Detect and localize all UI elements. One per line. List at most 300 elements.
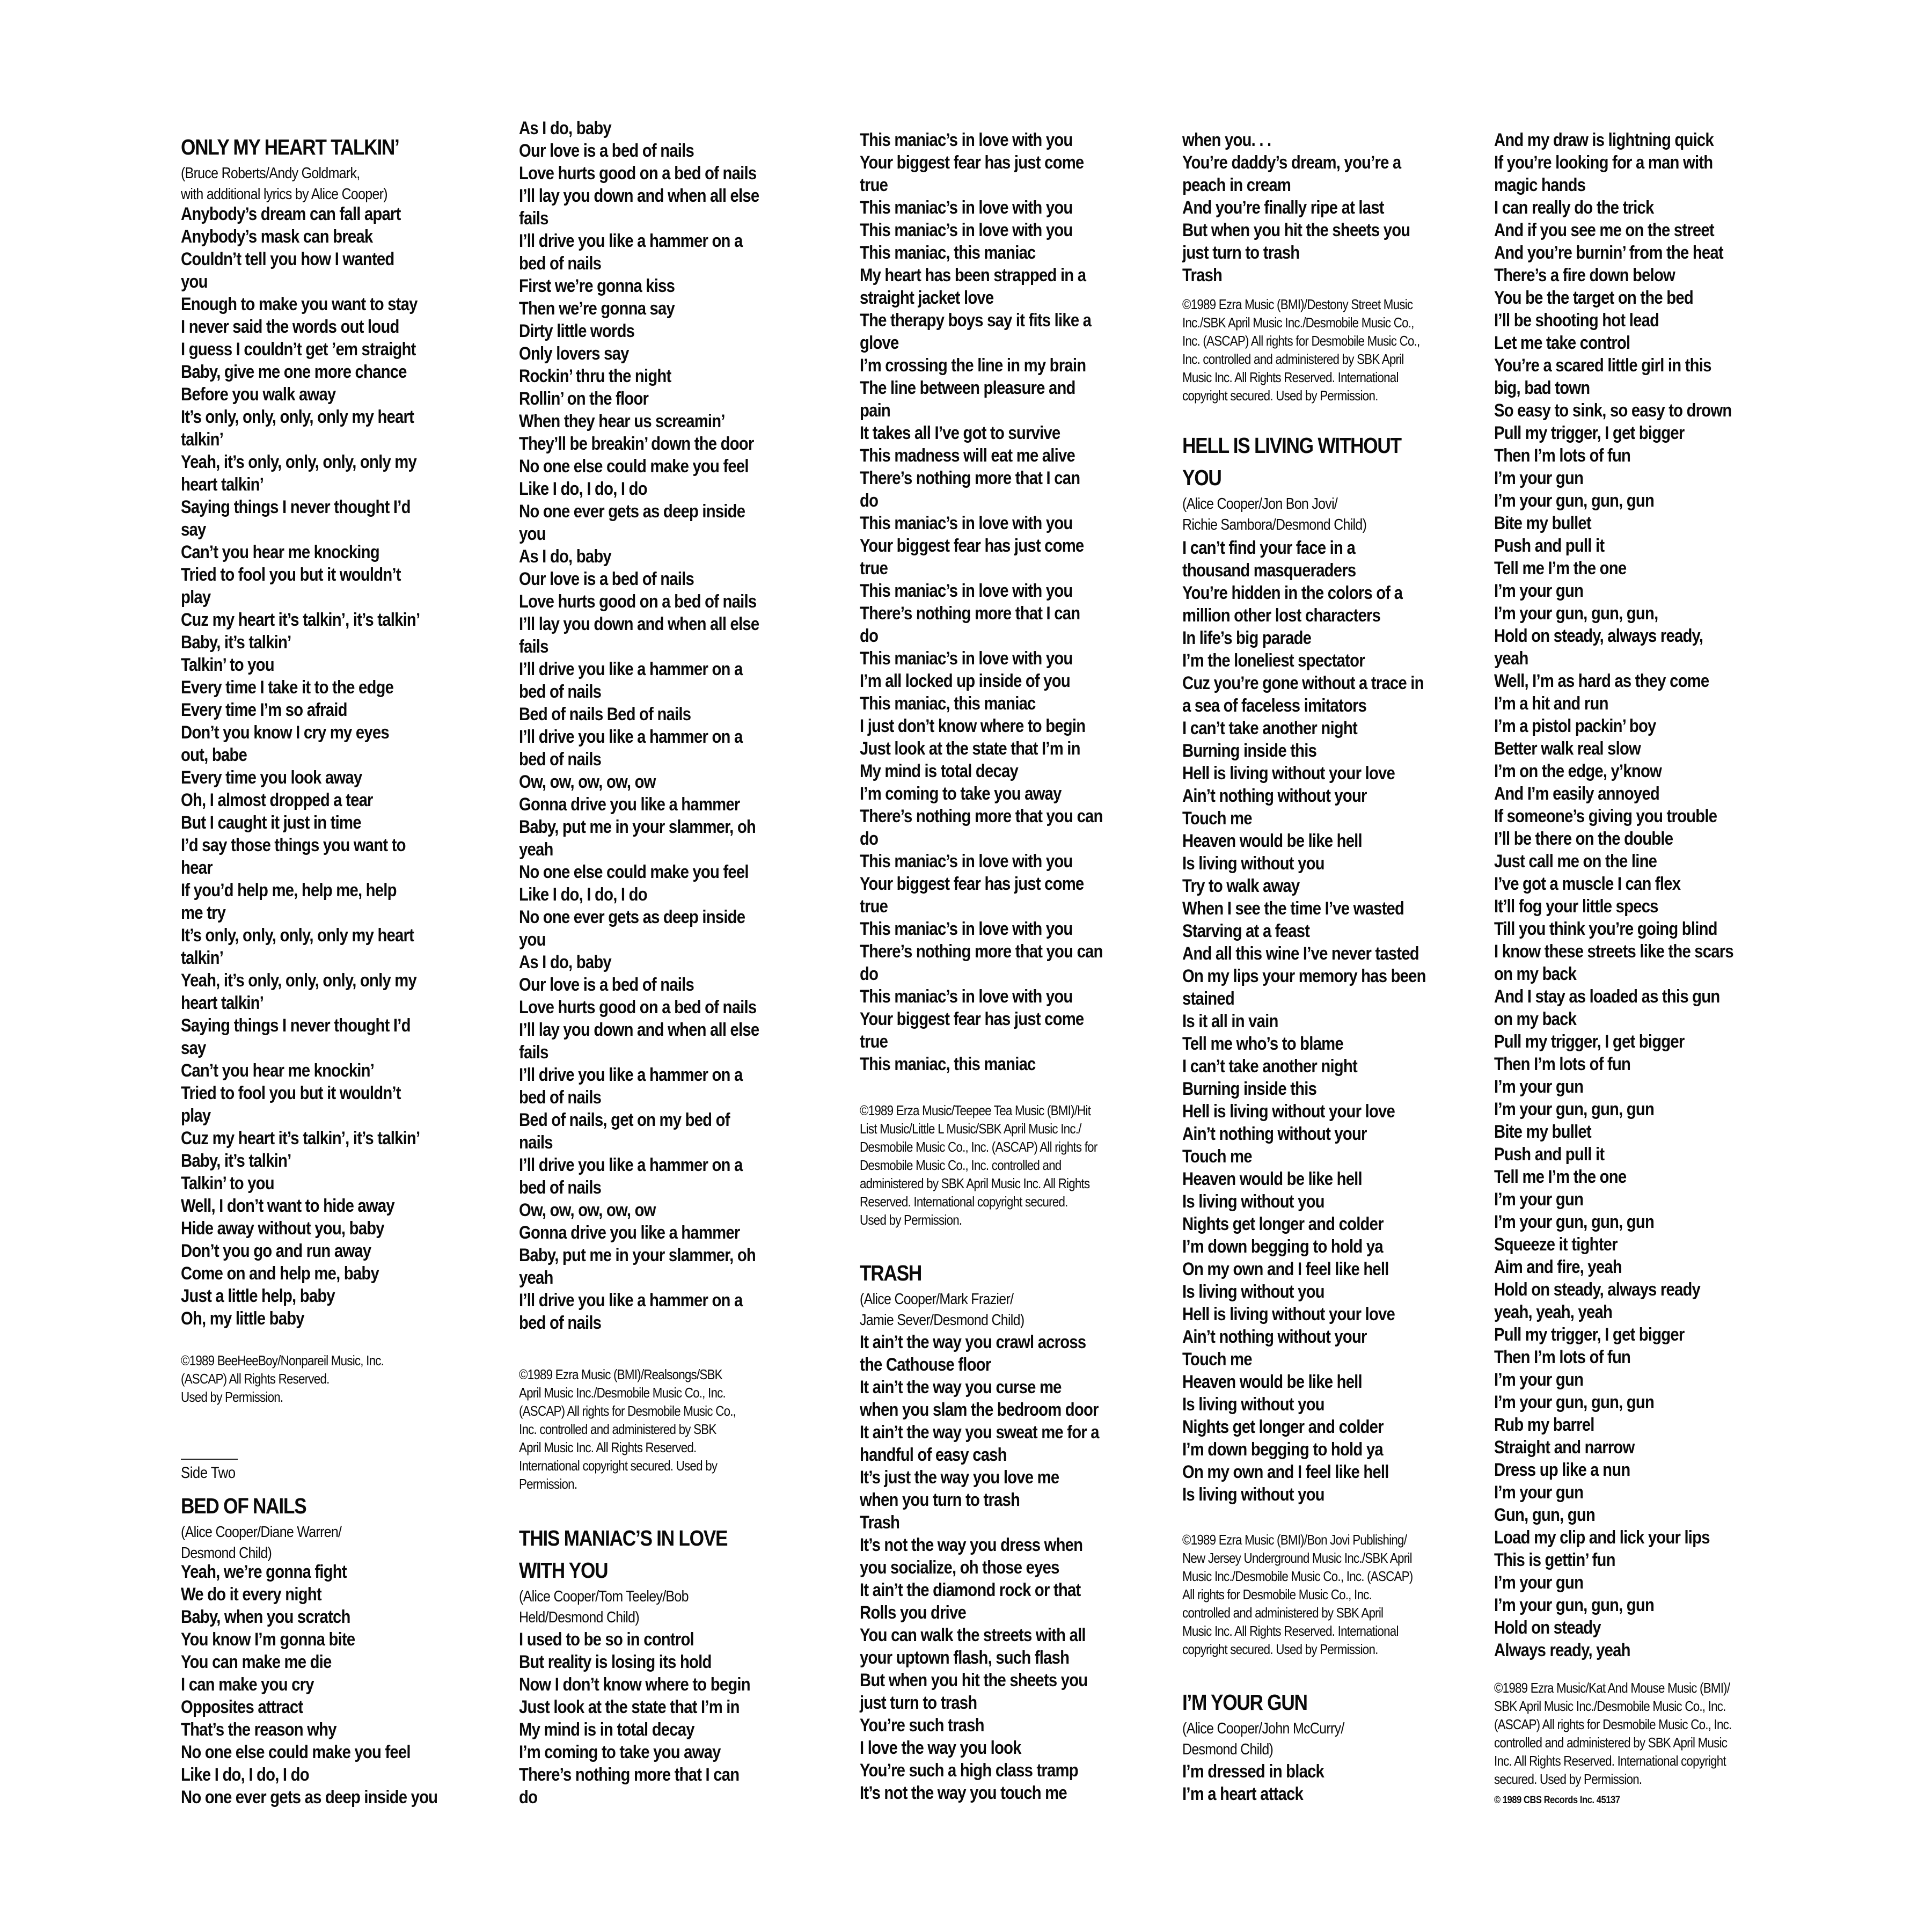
copyright-only-my-heart-talkin: ©1989 BeeHeeBoy/Nonpareil Music, Inc. (ASCAP) All Rights Reserved. Used by Permission. xyxy=(181,1352,384,1405)
lyric-line: No one ever gets as deep inside xyxy=(519,907,745,927)
lyric-line: You can make me die xyxy=(181,1652,332,1672)
lyric-line: Hold on steady xyxy=(1494,1618,1601,1638)
lyric-line: Like I do, I do, I do xyxy=(519,479,647,499)
lyric-line: I’ve got a muscle I can flex xyxy=(1494,874,1681,894)
lyric-line: I’m your gun xyxy=(1494,468,1584,488)
lyric-line: No one else could make you feel xyxy=(181,1742,411,1762)
lyric-line: And all this wine I’ve never tasted xyxy=(1182,943,1419,964)
lyric-line: say xyxy=(181,1038,206,1058)
lyric-line: glove xyxy=(860,333,899,353)
lyric-line: yeah xyxy=(519,839,553,860)
song-credit: (Alice Cooper/Mark Frazier/ Jamie Sever/Desmond Child) xyxy=(860,1291,1024,1329)
lyric-line: just turn to trash xyxy=(1182,243,1300,263)
lyric-line: Burning inside this xyxy=(1182,1079,1317,1099)
lyric-line: I love the way you look xyxy=(860,1738,1021,1758)
lyric-line: true xyxy=(860,896,888,917)
lyric-line: Like I do, I do, I do xyxy=(519,884,647,905)
lyric-line: Baby, it’s talkin’ xyxy=(181,632,291,653)
lyric-line: Till you think you’re going blind xyxy=(1494,919,1717,939)
lyrics-this-maniac-part-2 xyxy=(860,129,1160,1075)
song-only-my-heart-talkin xyxy=(181,131,481,205)
lyric-line: My mind is in total decay xyxy=(519,1719,694,1740)
lyric-line: Touch me xyxy=(1182,1146,1252,1167)
lyric-line: There’s nothing more that I can xyxy=(860,468,1080,488)
lyric-line: I’m down begging to hold ya xyxy=(1182,1439,1383,1460)
lyric-line: You’re hidden in the colors of a xyxy=(1182,583,1403,603)
lyric-line: Always ready, yeah xyxy=(1494,1640,1630,1660)
lyric-line: Come on and help me, baby xyxy=(181,1263,379,1284)
lyric-line: It takes all I’ve got to survive xyxy=(860,423,1060,443)
lyric-line: yeah xyxy=(1494,648,1528,669)
lyric-line: Gonna drive you like a hammer xyxy=(519,1223,740,1243)
lyric-line: Nights get longer and colder xyxy=(1182,1214,1384,1234)
lyric-line: You know I’m gonna bite xyxy=(181,1629,355,1650)
lyric-line: It’s only, only, only, only my heart xyxy=(181,925,414,946)
lyric-line: I’d say those things you want to xyxy=(181,835,406,855)
lyric-line: I’ll drive you like a hammer on a xyxy=(519,231,743,251)
lyric-line: bed of nails xyxy=(519,1313,602,1333)
lyric-line: Yeah, it’s only, only, only, only my xyxy=(181,970,417,991)
lyric-line: I’m your gun, gun, gun xyxy=(1494,1595,1655,1615)
lyric-line: There’s nothing more that I can xyxy=(519,1765,740,1785)
lyric-line: They’ll be breakin’ down the door xyxy=(519,434,754,454)
lyric-line: I’m coming to take you away xyxy=(519,1742,721,1762)
song-title: ONLY MY HEART TALKIN’ xyxy=(181,135,399,159)
lyric-line: nails xyxy=(519,1132,553,1153)
lyric-line: I’m a pistol packin’ boy xyxy=(1494,716,1656,736)
song-credit: (Bruce Roberts/Andy Goldmark, with additional lyrics by Alice Cooper) xyxy=(181,165,387,203)
lyric-line: Ain’t nothing without your xyxy=(1182,1327,1367,1347)
song-im-your-gun xyxy=(1182,1686,1483,1760)
copyright-bed-of-nails: ©1989 Ezra Music (BMI)/Realsongs/SBK April Music Inc./Desmobile Music Co., Inc. (ASCAP) All rights for Desmobile Music Co., Inc. controlled and administered by SBK April Music Inc. All Rights Reserved. International copyright secured. Used by Permission. xyxy=(519,1366,736,1492)
lyric-line: I’m crossing the line in my brain xyxy=(860,355,1086,376)
lyric-line: As I do, baby xyxy=(519,952,611,972)
lyric-line: Heaven would be like hell xyxy=(1182,1372,1362,1392)
lyric-line: I’m on the edge, y’know xyxy=(1494,761,1662,781)
lyric-line: your uptown flash, such flash xyxy=(860,1648,1070,1668)
lyric-line: Hell is living without your love xyxy=(1182,1101,1395,1122)
lyric-line: Every time I’m so afraid xyxy=(181,700,347,720)
lyric-line: Cuz my heart it’s talkin’, it’s talkin’ xyxy=(181,1128,420,1148)
lyric-line: We do it every night xyxy=(181,1584,321,1605)
lyric-line: Aim and fire, yeah xyxy=(1494,1257,1622,1277)
song-title: THIS MANIAC’S IN LOVE xyxy=(519,1526,728,1550)
lyric-line: Like I do, I do, I do xyxy=(181,1765,309,1785)
lyric-line: If someone’s giving you trouble xyxy=(1494,806,1717,826)
lyric-line: I’m your gun xyxy=(1494,1482,1584,1503)
lyric-line: Couldn’t tell you how I wanted xyxy=(181,249,394,269)
lyric-line: I’m your gun xyxy=(1494,1370,1584,1390)
lyric-line: Starving at a feast xyxy=(1182,921,1310,941)
lyric-line: just turn to trash xyxy=(860,1693,977,1713)
lyric-line: Bed of nails Bed of nails xyxy=(519,704,691,724)
lyric-line: Rollin’ on the floor xyxy=(519,389,649,409)
lyric-line: bed of nails xyxy=(519,1177,602,1198)
lyric-line: This maniac’s in love with you xyxy=(860,513,1073,533)
lyric-line: Heaven would be like hell xyxy=(1182,831,1362,851)
lyric-line: This maniac, this maniac xyxy=(860,1054,1036,1074)
lyric-line: On my own and I feel like hell xyxy=(1182,1462,1389,1482)
lyric-line: The therapy boys say it fits like a xyxy=(860,310,1092,331)
lyric-line: I’ll lay you down and when all else xyxy=(519,1020,759,1040)
lyric-line: Hold on steady, always ready, xyxy=(1494,626,1703,646)
lyric-line: Load my clip and lick your lips xyxy=(1494,1527,1710,1548)
lyrics-im-your-gun-part-1 xyxy=(1182,1760,1483,1805)
lyrics-trash-part-2 xyxy=(1182,129,1483,287)
lyric-line: you xyxy=(519,930,546,950)
lyric-line: On my lips your memory has been xyxy=(1182,966,1426,986)
lyric-line: me try xyxy=(181,903,226,923)
lyric-line: There’s a fire down below xyxy=(1494,265,1675,286)
lyric-line: Rolls you drive xyxy=(860,1602,967,1623)
lyric-line: This maniac’s in love with you xyxy=(860,197,1073,218)
lyric-line: Touch me xyxy=(1182,1349,1252,1370)
lyric-line: heart talkin’ xyxy=(181,993,264,1013)
lyric-line: On my own and I feel like hell xyxy=(1182,1259,1389,1279)
lyric-line: Hell is living without your love xyxy=(1182,1304,1395,1324)
lyric-line: I’m your gun, gun, gun xyxy=(1494,1099,1655,1119)
lyric-line: It’s not the way you dress when xyxy=(860,1535,1083,1555)
lyric-line: First we’re gonna kiss xyxy=(519,276,675,296)
lyric-line: This maniac’s in love with you xyxy=(860,986,1073,1007)
lyric-line: I guess I couldn’t get ’em straight xyxy=(181,339,416,360)
lyric-line: Hell is living without your love xyxy=(1182,763,1395,784)
lyric-line: Is living without you xyxy=(1182,1191,1324,1212)
lyric-line: Push and pull it xyxy=(1494,536,1605,556)
lyric-line: straight jacket love xyxy=(860,288,994,308)
lyric-line: the Cathouse floor xyxy=(860,1355,991,1375)
lyric-line: I’m your gun, gun, gun xyxy=(1494,491,1655,511)
lyric-line: Well, I don’t want to hide away xyxy=(181,1196,394,1216)
lyric-line: Baby, when you scratch xyxy=(181,1607,350,1627)
lyric-line: It’s only, only, only, only my heart xyxy=(181,407,414,427)
lyric-line: There’s nothing more that you can xyxy=(860,806,1103,826)
lyric-line: I’ll be there on the double xyxy=(1494,829,1673,849)
copyright-this-maniac: ©1989 Erza Music/Teepee Tea Music (BMI)/Hit List Music/Little L Music/SBK April Music Inc./ Desmobile Music Co., Inc. (ASCAP) All rights for Desmobile Music Co., Inc. controlled and administered by SBK April Music Inc. All Rights Reserved. International copyright secured. Used by Permission. xyxy=(860,1102,1097,1228)
lyric-line: I’m all locked up inside of you xyxy=(860,671,1070,691)
lyric-line: true xyxy=(860,1031,888,1052)
lyric-line: My mind is total decay xyxy=(860,761,1018,781)
lyric-line: Your biggest fear has just come xyxy=(860,152,1084,173)
lyric-line: magic hands xyxy=(1494,175,1586,195)
catalog-number: © 1989 CBS Records Inc. 45137 xyxy=(1494,1795,1620,1806)
lyric-line: million other lost characters xyxy=(1182,605,1381,626)
lyric-line: Trash xyxy=(860,1512,900,1533)
lyric-line: And my draw is lightning quick xyxy=(1494,130,1714,150)
lyric-line: Rockin’ thru the night xyxy=(519,366,671,386)
lyric-line: Tried to fool you but it wouldn’t xyxy=(181,565,401,585)
lyric-line: Our love is a bed of nails xyxy=(519,975,694,995)
lyric-line: The line between pleasure and xyxy=(860,378,1075,398)
song-bed-of-nails xyxy=(181,1490,481,1564)
lyric-line: Pull my trigger, I get bigger xyxy=(1494,423,1685,443)
lyric-line: Then I’m lots of fun xyxy=(1494,445,1631,466)
side-label: Side Two xyxy=(181,1464,236,1482)
lyric-line: You’re a scared little girl in this xyxy=(1494,355,1711,376)
lyric-line: fails xyxy=(519,208,548,229)
lyric-line: Saying things I never thought I’d xyxy=(181,1015,411,1036)
lyric-line: Is living without you xyxy=(1182,1484,1324,1505)
lyric-line: I’m a hit and run xyxy=(1494,693,1608,714)
song-hell-is-living-without-you xyxy=(1182,429,1483,536)
lyric-line: This maniac’s in love with you xyxy=(860,581,1073,601)
lyric-line: pain xyxy=(860,400,891,421)
lyric-line: This maniac’s in love with you xyxy=(860,851,1073,872)
lyric-line: I’ll drive you like a hammer on a xyxy=(519,1065,743,1085)
lyric-line: As I do, baby xyxy=(519,118,611,138)
lyric-line: Just look at the state that I’m in xyxy=(860,738,1080,759)
lyric-line: Your biggest fear has just come xyxy=(860,874,1084,894)
lyric-line: Baby, put me in your slammer, oh xyxy=(519,1245,756,1265)
song-title-continued: YOU xyxy=(1182,465,1221,490)
lyric-line: As I do, baby xyxy=(519,546,611,567)
song-credit: (Alice Cooper/John McCurry/ Desmond Child) xyxy=(1182,1720,1344,1758)
lyric-line: do xyxy=(860,626,879,646)
lyric-line: Touch me xyxy=(1182,808,1252,829)
lyric-line: In life’s big parade xyxy=(1182,628,1312,648)
lyric-line: This maniac’s in love with you xyxy=(860,130,1073,150)
lyric-line: a sea of faceless imitators xyxy=(1182,696,1367,716)
lyric-line: Is it all in vain xyxy=(1182,1011,1278,1031)
lyric-line: when you turn to trash xyxy=(860,1490,1020,1510)
lyric-line: Only lovers say xyxy=(519,343,629,364)
lyrics-bed-of-nails-part-1 xyxy=(181,1561,481,1809)
lyric-line: Burning inside this xyxy=(1182,741,1317,761)
lyric-line: Then I’m lots of fun xyxy=(1494,1054,1631,1074)
lyric-line: Dirty little words xyxy=(519,321,635,341)
lyric-line: Enough to make you want to stay xyxy=(181,294,418,314)
song-trash xyxy=(860,1257,1160,1331)
lyric-line: I’m coming to take you away xyxy=(860,784,1062,804)
lyric-line: This maniac, this maniac xyxy=(860,693,1036,714)
lyric-line: I’m your gun, gun, gun, xyxy=(1494,603,1658,624)
lyric-line: heart talkin’ xyxy=(181,474,264,495)
lyric-line: fails xyxy=(519,636,548,657)
lyric-line: Can’t you hear me knockin’ xyxy=(181,1060,375,1081)
lyric-line: And you’re burnin’ from the heat xyxy=(1494,243,1723,263)
lyric-line: I just don’t know where to begin xyxy=(860,716,1086,736)
lyric-line: Talkin’ to you xyxy=(181,655,274,675)
lyric-line: Baby, put me in your slammer, oh xyxy=(519,817,756,837)
lyric-line: Cuz you’re gone without a trace in xyxy=(1182,673,1424,693)
lyric-line: No one else could make you feel xyxy=(519,862,749,882)
lyric-line: I can’t take another night xyxy=(1182,718,1357,738)
lyric-line: Every time I take it to the edge xyxy=(181,677,394,698)
lyric-line: Pull my trigger, I get bigger xyxy=(1494,1031,1685,1052)
lyric-line: I’m your gun, gun, gun xyxy=(1494,1392,1655,1413)
lyric-line: Baby, it’s talkin’ xyxy=(181,1151,291,1171)
lyric-line: handful of easy cash xyxy=(860,1445,1007,1465)
lyric-line: You’re such a high class tramp xyxy=(860,1760,1078,1781)
lyric-line: Don’t you know I cry my eyes xyxy=(181,722,389,743)
lyric-line: Better walk real slow xyxy=(1494,738,1641,759)
lyrics-bed-of-nails-part-2 xyxy=(519,117,819,1334)
lyric-line: But when you hit the sheets you xyxy=(860,1670,1088,1690)
lyric-line: Let me take control xyxy=(1494,333,1630,353)
song-title: BED OF NAILS xyxy=(181,1494,306,1518)
lyric-line: when you. . . xyxy=(1182,130,1271,150)
lyric-line: There’s nothing more that I can xyxy=(860,603,1080,624)
lyric-line: Our love is a bed of nails xyxy=(519,141,694,161)
lyric-line: Oh, I almost dropped a tear xyxy=(181,790,373,810)
lyric-line: Love hurts good on a bed of nails xyxy=(519,163,757,184)
lyric-line: Every time you look away xyxy=(181,767,362,788)
lyric-line: And you’re finally ripe at last xyxy=(1182,197,1384,218)
lyric-line: It’ll fog your little specs xyxy=(1494,896,1658,917)
lyric-line: I’m your gun, gun, gun xyxy=(1494,1212,1655,1232)
lyric-line: It ain’t the way you crawl across xyxy=(860,1332,1086,1352)
lyric-line: I’ll drive you like a hammer on a xyxy=(519,1155,743,1175)
lyric-line: I’m your gun xyxy=(1494,1077,1584,1097)
lyric-line: bed of nails xyxy=(519,253,602,274)
lyric-line: You can walk the streets with all xyxy=(860,1625,1086,1645)
lyric-line: But when you hit the sheets you xyxy=(1182,220,1410,240)
lyric-line: when you slam the bedroom door xyxy=(860,1400,1099,1420)
lyric-line: Anybody’s mask can break xyxy=(181,226,373,247)
lyrics-hell-is-living-without-you xyxy=(1182,537,1483,1506)
lyric-line: You be the target on the bed xyxy=(1494,288,1693,308)
lyric-line: Just look at the state that I’m in xyxy=(519,1697,740,1717)
lyric-line: This maniac’s in love with you xyxy=(860,220,1073,240)
lyric-line: Baby, give me one more chance xyxy=(181,362,407,382)
lyric-line: Dress up like a nun xyxy=(1494,1460,1630,1480)
lyric-line: I never said the words out loud xyxy=(181,317,399,337)
lyric-line: You’re daddy’s dream, you’re a xyxy=(1182,152,1401,173)
lyric-line: Straight and narrow xyxy=(1494,1437,1635,1458)
lyric-line: Tell me who’s to blame xyxy=(1182,1034,1343,1054)
lyric-line: do xyxy=(860,964,879,984)
lyric-line: Opposites attract xyxy=(181,1697,303,1717)
lyric-line: Hold on steady, always ready xyxy=(1494,1279,1701,1300)
lyric-line: Before you walk away xyxy=(181,384,336,405)
lyric-line: This maniac’s in love with you xyxy=(860,648,1073,669)
lyric-line: Gun, gun, gun xyxy=(1494,1505,1596,1525)
lyric-line: And if you see me on the street xyxy=(1494,220,1714,240)
lyric-line: It ain’t the way you sweat me for a xyxy=(860,1422,1099,1443)
lyric-line: Don’t you go and run away xyxy=(181,1241,371,1261)
lyrics-only-my-heart-talkin xyxy=(181,203,481,1330)
lyric-line: Is living without you xyxy=(1182,853,1324,874)
lyric-line: And I stay as loaded as this gun xyxy=(1494,986,1720,1007)
lyric-line: I’ll be shooting hot lead xyxy=(1494,310,1659,331)
lyric-line: bed of nails xyxy=(519,682,602,702)
lyric-line: bed of nails xyxy=(519,1087,602,1108)
lyric-line: It ain’t the way you curse me xyxy=(860,1377,1062,1397)
lyric-line: Nights get longer and colder xyxy=(1182,1417,1384,1437)
lyric-line: Bite my bullet xyxy=(1494,1122,1591,1142)
lyric-line: There’s nothing more that you can xyxy=(860,941,1103,962)
lyric-line: When I see the time I’ve wasted xyxy=(1182,898,1404,919)
lyric-line: I’ll drive you like a hammer on a xyxy=(519,1290,743,1311)
lyric-line: Just a little help, baby xyxy=(181,1286,335,1306)
lyrics-im-your-gun-part-2 xyxy=(1494,129,1795,1662)
lyric-line: Cuz my heart it’s talkin’, it’s talkin’ xyxy=(181,610,420,630)
lyric-line: Ow, ow, ow, ow, ow xyxy=(519,772,656,792)
copyright-im-your-gun: ©1989 Ezra Music/Kat And Mouse Music (BMI)/ SBK April Music Inc./Desmobile Music Co., Inc. (ASCAP) All rights for Desmobile Music Co., Inc. controlled and administered by SBK April Music Inc. All Rights Reserved. International copyright secured. Used by Permission. xyxy=(1494,1680,1732,1787)
lyric-line: I’m down begging to hold ya xyxy=(1182,1236,1383,1257)
lyric-line: I used to be so in control xyxy=(519,1629,694,1650)
lyric-line: Try to walk away xyxy=(1182,876,1300,896)
lyric-line: I’m your gun xyxy=(1494,1189,1584,1210)
lyric-line: No one else could make you feel xyxy=(519,456,749,477)
lyric-line: Saying things I never thought I’d xyxy=(181,497,411,517)
lyric-line: Your biggest fear has just come xyxy=(860,1009,1084,1029)
song-title: TRASH xyxy=(860,1261,921,1285)
lyric-line: Push and pull it xyxy=(1494,1144,1605,1165)
lyric-line: This maniac’s in love with you xyxy=(860,919,1073,939)
lyric-line: I’ll lay you down and when all else xyxy=(519,614,759,634)
lyrics-trash-part-1 xyxy=(860,1331,1160,1804)
lyric-line: Then I’m lots of fun xyxy=(1494,1347,1631,1367)
song-title-continued: WITH YOU xyxy=(519,1558,608,1583)
lyric-line: I’ll lay you down and when all else xyxy=(519,186,759,206)
lyric-line: Gonna drive you like a hammer xyxy=(519,794,740,815)
lyric-line: I’m your gun xyxy=(1494,581,1584,601)
song-credit: (Alice Cooper/Tom Teeley/Bob Held/Desmond Child) xyxy=(519,1588,689,1626)
lyric-line: Ain’t nothing without your xyxy=(1182,1124,1367,1144)
lyric-line: Rub my barrel xyxy=(1494,1415,1594,1435)
lyric-line: I’m dressed in black xyxy=(1182,1761,1324,1782)
lyric-line: I’m the loneliest spectator xyxy=(1182,650,1365,671)
lyric-line: I’m your gun xyxy=(1494,1572,1584,1593)
lyric-line: I can’t find your face in a xyxy=(1182,538,1355,558)
lyric-line: Tell me I’m the one xyxy=(1494,558,1627,579)
song-credit: (Alice Cooper/Jon Bon Jovi/ Richie Sambora/Desmond Child) xyxy=(1182,495,1367,533)
lyric-line: say xyxy=(181,519,206,540)
lyric-line: fails xyxy=(519,1042,548,1063)
lyric-line: When they hear us screamin’ xyxy=(519,411,725,431)
song-title: HELL IS LIVING WITHOUT xyxy=(1182,433,1401,458)
lyric-line: Bed of nails, get on my bed of xyxy=(519,1110,730,1130)
lyric-line: Can’t you hear me knocking xyxy=(181,542,379,562)
lyric-line: Trash xyxy=(1182,265,1223,286)
lyric-line: Pull my trigger, I get bigger xyxy=(1494,1324,1685,1345)
lyric-line: Well, I’m as hard as they come xyxy=(1494,671,1709,691)
lyric-line: Is living without you xyxy=(1182,1394,1324,1415)
lyric-line: Heaven would be like hell xyxy=(1182,1169,1362,1189)
lyric-line: I can really do the trick xyxy=(1494,197,1654,218)
lyric-line: And I’m easily annoyed xyxy=(1494,784,1659,804)
lyric-line: do xyxy=(860,829,879,849)
lyric-line: do xyxy=(860,491,879,511)
lyric-line: I’ll drive you like a hammer on a xyxy=(519,659,743,679)
lyric-line: It ain’t the diamond rock or that xyxy=(860,1580,1081,1600)
lyric-line: If you’d help me, help me, help xyxy=(181,880,397,901)
lyric-line: you xyxy=(181,272,208,292)
lyric-line: Tell me I’m the one xyxy=(1494,1167,1627,1187)
lyric-line: This madness will eat me alive xyxy=(860,445,1075,466)
lyric-line: play xyxy=(181,1106,211,1126)
lyric-line: My heart has been strapped in a xyxy=(860,265,1086,286)
lyric-line: I can’t take another night xyxy=(1182,1056,1357,1077)
lyric-line: I’m a heart attack xyxy=(1182,1784,1303,1804)
lyric-line: out, babe xyxy=(181,745,247,765)
lyric-line: I’ll drive you like a hammer on a xyxy=(519,727,743,747)
lyric-line: Bite my bullet xyxy=(1494,513,1591,533)
lyric-line: yeah, yeah, yeah xyxy=(1494,1302,1613,1322)
lyric-line: hear xyxy=(181,858,213,878)
lyric-line: peach in cream xyxy=(1182,175,1291,195)
lyric-line: stained xyxy=(1182,989,1234,1009)
lyric-line: do xyxy=(519,1787,538,1807)
lyric-line: I can make you cry xyxy=(181,1674,314,1695)
lyric-line: Then we’re gonna say xyxy=(519,298,675,319)
lyric-line: That’s the reason why xyxy=(181,1719,336,1740)
lyric-line: Ain’t nothing without your xyxy=(1182,786,1367,806)
lyric-line: Squeeze it tighter xyxy=(1494,1234,1618,1255)
lyric-line: Our love is a bed of nails xyxy=(519,569,694,589)
lyric-line: No one ever gets as deep inside xyxy=(519,501,745,522)
